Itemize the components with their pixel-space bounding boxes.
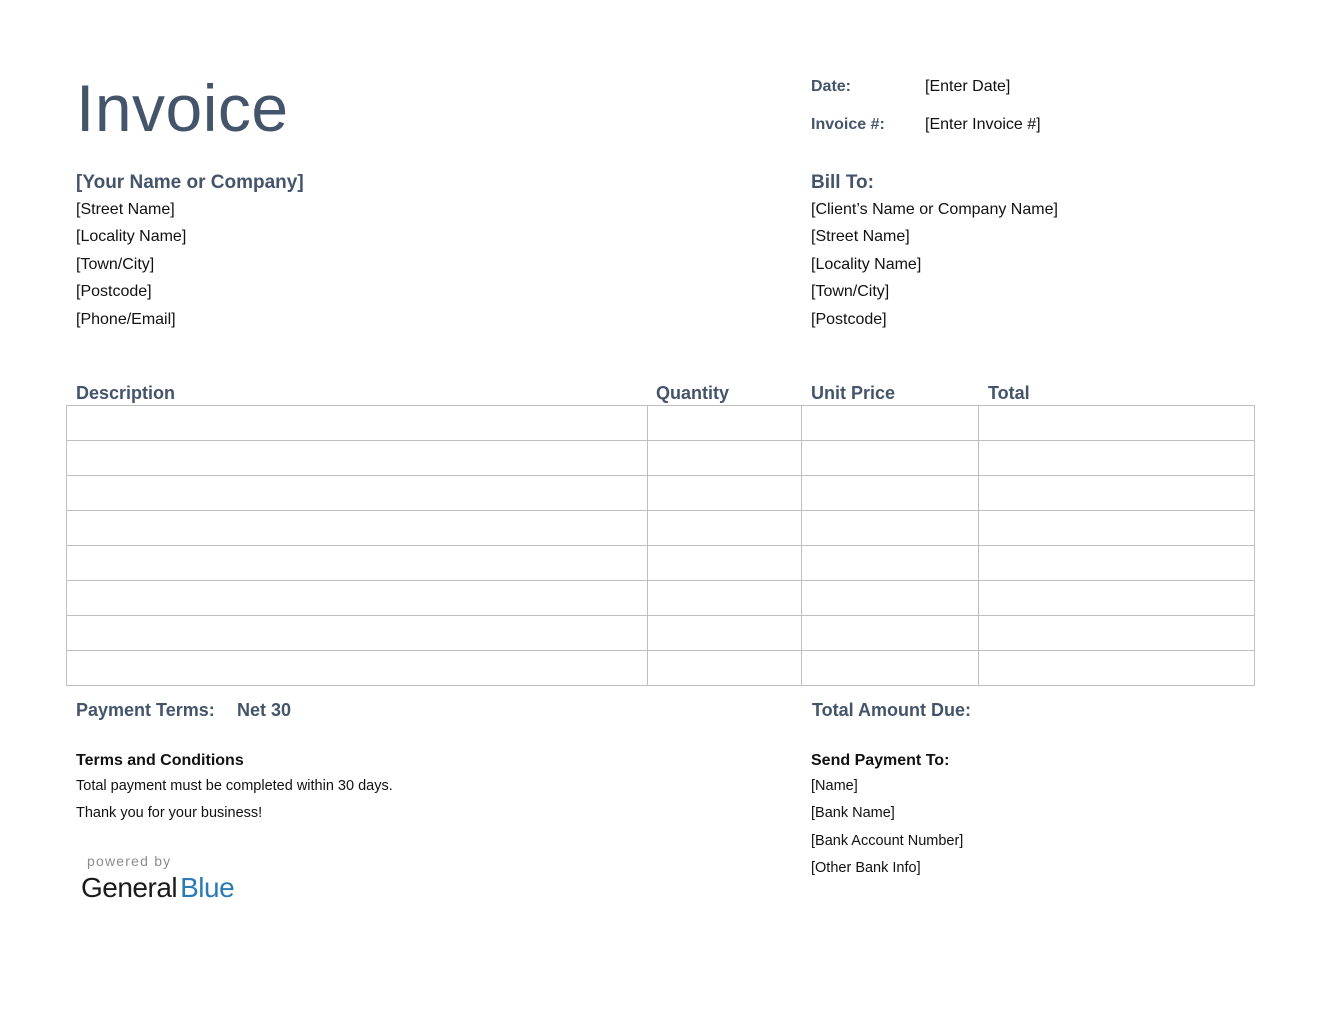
date-label: Date: <box>811 78 852 95</box>
column-header-description: Description <box>76 383 176 403</box>
payment-terms-value[interactable]: Net 30 <box>237 700 292 720</box>
cell-unit-price[interactable] <box>802 511 979 546</box>
cell-total[interactable] <box>979 406 1255 441</box>
cell-total[interactable] <box>979 511 1255 546</box>
other-bank-info[interactable]: [Other Bank Info] <box>811 860 921 876</box>
logo-text-general: General <box>81 872 178 903</box>
column-header-quantity: Quantity <box>656 383 730 403</box>
sender-locality[interactable]: [Locality Name] <box>76 228 187 245</box>
cell-description[interactable] <box>67 406 648 441</box>
client-postcode[interactable]: [Postcode] <box>811 311 887 328</box>
cell-quantity[interactable] <box>648 651 802 686</box>
line-items-table <box>66 405 1255 686</box>
client-name[interactable]: [Client’s Name or Company Name] <box>811 201 1058 218</box>
cell-description[interactable] <box>67 581 648 616</box>
table-row <box>67 441 1255 476</box>
powered-by-text: powered by <box>87 853 172 869</box>
table-row <box>67 476 1255 511</box>
cell-quantity[interactable] <box>648 546 802 581</box>
table-row <box>67 406 1255 441</box>
cell-quantity[interactable] <box>648 581 802 616</box>
cell-unit-price[interactable] <box>802 651 979 686</box>
date-value[interactable]: [Enter Date] <box>925 78 1011 95</box>
table-row <box>67 511 1255 546</box>
bank-name[interactable]: [Bank Name] <box>811 805 895 821</box>
column-header-total: Total <box>988 383 1030 403</box>
table-row <box>67 616 1255 651</box>
send-payment-heading: Send Payment To: <box>811 752 950 769</box>
payment-terms-label: Payment Terms: <box>76 700 215 720</box>
cell-unit-price[interactable] <box>802 406 979 441</box>
cell-total[interactable] <box>979 476 1255 511</box>
sender-town[interactable]: [Town/City] <box>76 256 155 273</box>
cell-description[interactable] <box>67 476 648 511</box>
cell-quantity[interactable] <box>648 616 802 651</box>
column-header-unit-price: Unit Price <box>811 383 896 403</box>
invoice-title: Invoice <box>76 71 289 145</box>
cell-unit-price[interactable] <box>802 581 979 616</box>
bank-account-number[interactable]: [Bank Account Number] <box>811 833 964 849</box>
cell-total[interactable] <box>979 546 1255 581</box>
line-items-body <box>67 406 1255 686</box>
sender-name[interactable]: [Your Name or Company] <box>76 172 304 193</box>
cell-quantity[interactable] <box>648 406 802 441</box>
sender-postcode[interactable]: [Postcode] <box>76 283 152 300</box>
cell-description[interactable] <box>67 616 648 651</box>
cell-quantity[interactable] <box>648 476 802 511</box>
invoice-number-label: Invoice #: <box>811 116 885 133</box>
client-locality[interactable]: [Locality Name] <box>811 256 922 273</box>
cell-quantity[interactable] <box>648 441 802 476</box>
invoice-number-value[interactable]: [Enter Invoice #] <box>925 116 1041 133</box>
client-street[interactable]: [Street Name] <box>811 228 910 245</box>
payee-name[interactable]: [Name] <box>811 778 858 794</box>
cell-unit-price[interactable] <box>802 441 979 476</box>
cell-unit-price[interactable] <box>802 476 979 511</box>
cell-description[interactable] <box>67 546 648 581</box>
cell-total[interactable] <box>979 651 1255 686</box>
table-row <box>67 651 1255 686</box>
terms-heading: Terms and Conditions <box>76 752 244 769</box>
table-row <box>67 546 1255 581</box>
terms-line-thanks[interactable]: Thank you for your business! <box>76 805 263 821</box>
client-town[interactable]: [Town/City] <box>811 283 890 300</box>
generalblue-logo <box>81 870 234 906</box>
cell-description[interactable] <box>67 651 648 686</box>
sender-contact[interactable]: [Phone/Email] <box>76 311 176 328</box>
total-amount-due-label: Total Amount Due: <box>812 700 971 720</box>
cell-total[interactable] <box>979 441 1255 476</box>
cell-unit-price[interactable] <box>802 546 979 581</box>
terms-line-payment[interactable]: Total payment must be completed within 30 days. <box>76 778 393 794</box>
cell-unit-price[interactable] <box>802 616 979 651</box>
cell-quantity[interactable] <box>648 511 802 546</box>
bill-to-heading: Bill To: <box>811 172 874 193</box>
cell-description[interactable] <box>67 441 648 476</box>
cell-total[interactable] <box>979 581 1255 616</box>
sender-street[interactable]: [Street Name] <box>76 201 175 218</box>
logo-text-blue: Blue <box>180 872 235 903</box>
table-row <box>67 581 1255 616</box>
cell-total[interactable] <box>979 616 1255 651</box>
cell-description[interactable] <box>67 511 648 546</box>
